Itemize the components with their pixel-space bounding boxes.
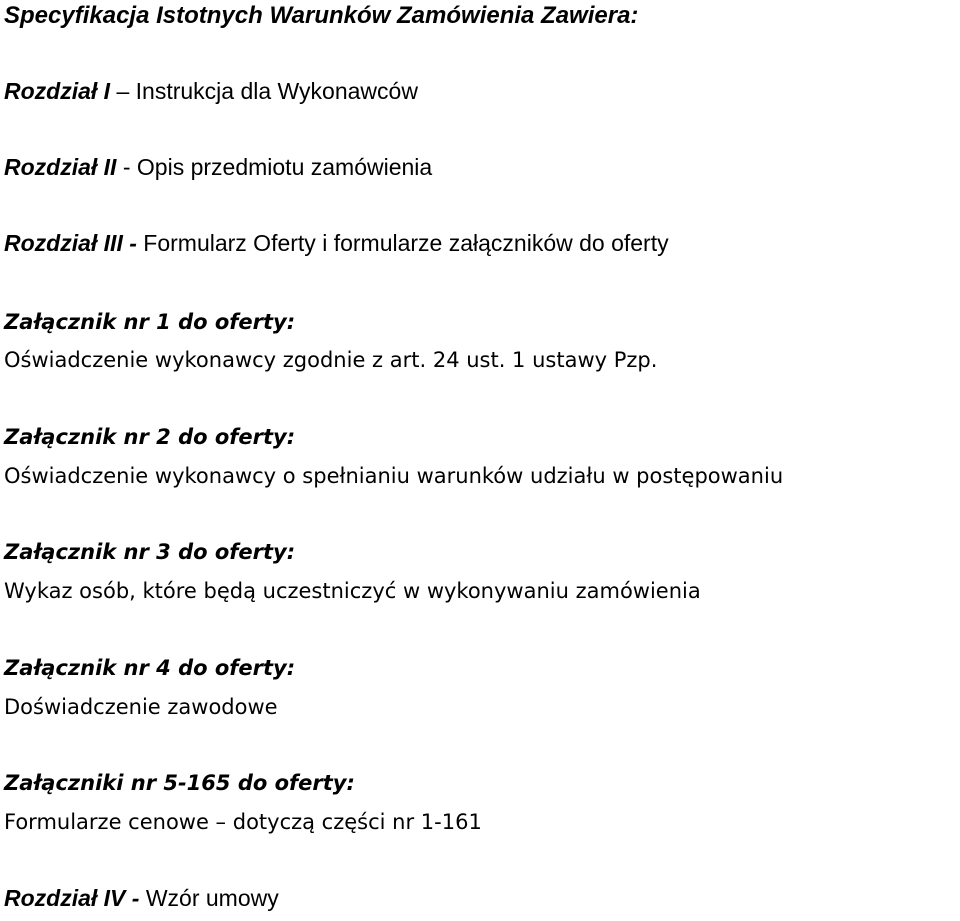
document-heading: Specyfikacja Istotnych Warunków Zamówienia Zawiera: bbox=[4, 2, 639, 29]
attachment-3-description: Wykaz osób, które będą uczestniczyć w wykonywaniu zamówienia bbox=[4, 579, 701, 603]
chapter-4 bbox=[4, 887, 279, 910]
attachment-5-165-label: Załączniki nr 5-165 do oferty: bbox=[4, 771, 355, 795]
chapter-2-label: Rozdział II bbox=[4, 154, 117, 180]
chapter-3 bbox=[4, 232, 669, 255]
attachment-4-label: Załącznik nr 4 do oferty: bbox=[4, 656, 296, 680]
attachment-2-description: Oświadczenie wykonawcy o spełnianiu warunków udziału w postępowaniu bbox=[4, 464, 784, 488]
chapter-2-title: Opis przedmiotu zamówienia bbox=[136, 154, 433, 180]
chapter-2-separator: - bbox=[116, 154, 137, 180]
chapter-1-label: Rozdział I bbox=[4, 78, 111, 104]
chapter-4-label: Rozdział IV - bbox=[4, 885, 140, 911]
chapter-1-separator: – bbox=[110, 78, 136, 104]
attachment-5-165-description: Formularze cenowe – dotyczą części nr 1-161 bbox=[4, 810, 482, 834]
chapter-1-title: Instrukcja dla Wykonawców bbox=[135, 78, 418, 104]
attachment-1-label: Załącznik nr 1 do oferty: bbox=[4, 310, 296, 334]
attachment-1-description: Oświadczenie wykonawcy zgodnie z art. 24 ust. 1 ustawy Pzp. bbox=[4, 348, 658, 372]
chapter-1 bbox=[4, 80, 418, 103]
chapter-3-title: Formularz Oferty i formularze załączników do oferty bbox=[143, 230, 669, 256]
attachment-2-label: Załącznik nr 2 do oferty: bbox=[4, 425, 296, 449]
chapter-2 bbox=[4, 156, 432, 179]
chapter-4-title: Wzór umowy bbox=[145, 885, 279, 911]
attachment-4-description: Doświadczenie zawodowe bbox=[4, 695, 278, 719]
chapter-3-label: Rozdział III - bbox=[4, 230, 137, 256]
attachment-3-label: Załącznik nr 3 do oferty: bbox=[4, 540, 296, 564]
